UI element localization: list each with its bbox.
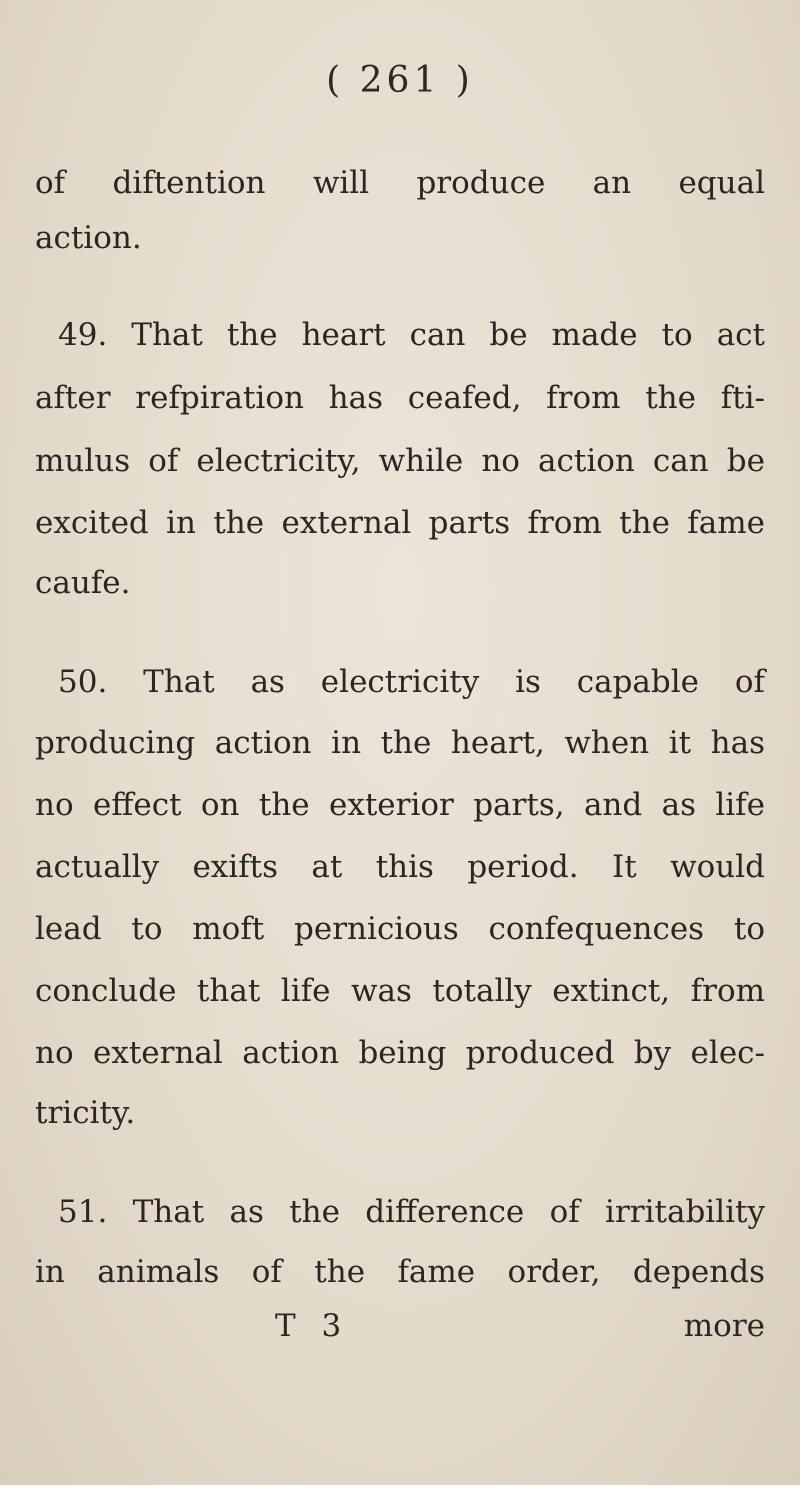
signature-mark: T 3	[275, 1308, 350, 1344]
text-line: 51. That as the difference of irritability	[58, 1194, 765, 1230]
text-line: mulus of electricity, while no action can be	[35, 443, 765, 479]
text-line: excited in the external parts from the fame	[35, 505, 765, 541]
text-line: no external action being produced by elec-	[35, 1035, 765, 1071]
text-line: 50. That as electricity is capable of	[58, 664, 765, 700]
text-line: actually exifts at this period. It would	[35, 849, 765, 885]
text-line: after refpiration has ceafed, from the fti-	[35, 380, 765, 416]
text-line: 49. That the heart can be made to act	[58, 317, 765, 353]
text-line: producing action in the heart, when it has	[35, 725, 765, 761]
text-line: conclude that life was totally extinct, from	[35, 973, 765, 1009]
text-line: action.	[35, 220, 142, 256]
text-line: tricity.	[35, 1095, 136, 1131]
text-line: of diftention will produce an equal	[35, 165, 765, 201]
text-line: no effect on the exterior parts, and as life	[35, 787, 765, 823]
text-line: in animals of the fame order, depends	[35, 1254, 765, 1290]
text-line: lead to moft pernicious confequences to	[35, 911, 765, 947]
text-line: caufe.	[35, 565, 131, 601]
page-number-header: ( 261 )	[326, 60, 474, 101]
catchword: more	[683, 1308, 765, 1344]
